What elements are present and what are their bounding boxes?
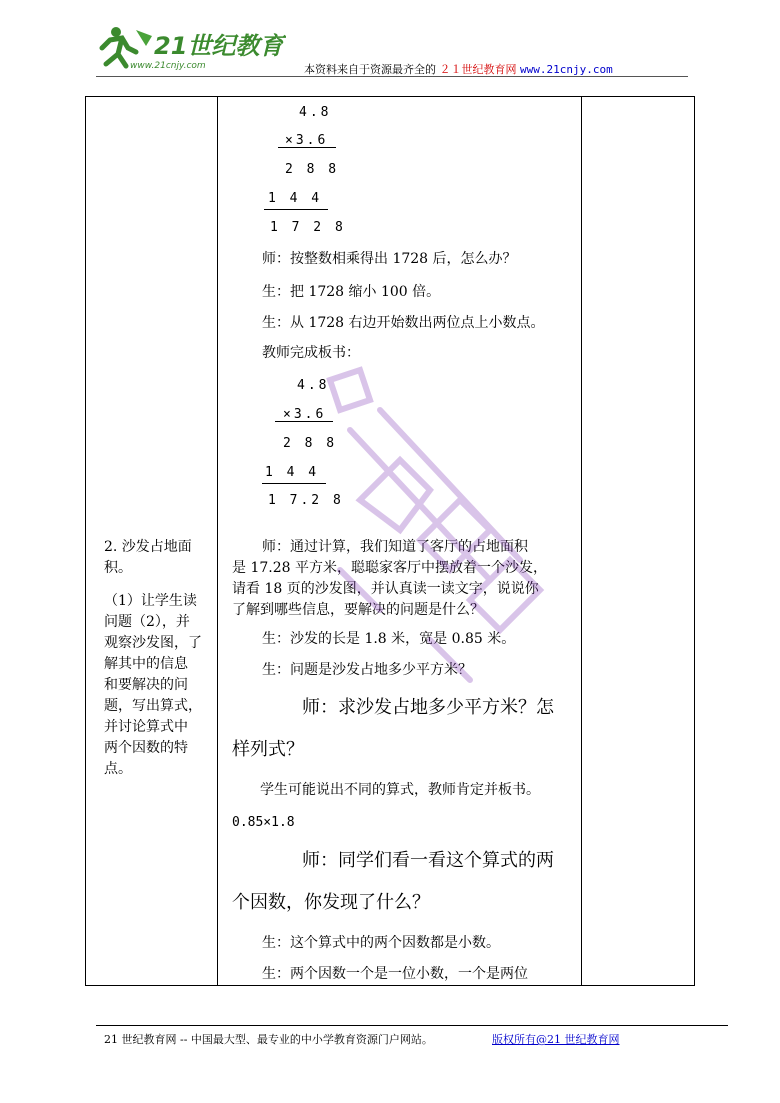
paragraph-line: 了解到哪些信息，要解决的问题是什么？ (232, 602, 484, 618)
section-body-line: 和要解决的问 (104, 677, 188, 693)
section-body-line: （1）让学生读 (104, 593, 197, 609)
section-body-line: 两个因数的特 (104, 740, 188, 756)
logo-url: www.21cnjy.com (130, 61, 206, 71)
calc1-partial2: 1 4 4 (268, 191, 323, 206)
logo-text: 21世纪教育 (154, 32, 284, 60)
calc1-rule (278, 147, 336, 148)
calc1-partial1: 2 8 8 (285, 162, 340, 177)
dialogue-line: 生：从 1728 右边开始数出两位点上小数点。 (262, 315, 545, 331)
column-divider (581, 97, 582, 985)
calc1-multiplicand: 4.8 (299, 105, 332, 120)
section-body-line: 点。 (104, 761, 132, 777)
dialogue-line: 生：这个算式中的两个因数都是小数。 (262, 935, 500, 951)
emphasis-line: 师：同学们看一看这个算式的两 (302, 850, 554, 871)
dialogue-line: 师：按整数相乘得出 1728 后，怎么办？ (262, 251, 517, 267)
dialogue-line: 生：问题是沙发占地多少平方米？ (262, 662, 472, 678)
dialogue-line: 生：沙发的长是 1.8 米，宽是 0.85 米。 (262, 631, 516, 647)
calc2-result: 1 7.2 8 (268, 493, 344, 508)
emphasis-line: 师：求沙发占地多少平方米？怎 (302, 697, 554, 718)
site-logo (96, 22, 286, 72)
header-site-name[interactable]: ２１世纪教育网 (439, 63, 517, 76)
section-body-line: 问题（2），并 (104, 614, 190, 630)
calc2-partial1: 2 8 8 (283, 436, 338, 451)
calc1-result: 1 7 2 8 (270, 220, 346, 235)
dialogue-line: 教师完成板书： (262, 345, 360, 361)
section-title-line: 2. 沙发占地面 (104, 539, 192, 555)
paragraph-line: 请看 18 页的沙发图，并认真读一读文字，说说你 (232, 581, 539, 597)
calc2-partial2: 1 4 4 (265, 465, 320, 480)
calc1-rule (264, 209, 328, 210)
emphasis-line: 个因数，你发现了什么？ (232, 892, 430, 913)
calc2-multiplicand: 4.8 (297, 378, 330, 393)
section-body-line: 解其中的信息 (104, 656, 188, 672)
emphasis-line: 样列式？ (232, 739, 304, 760)
dialogue-line: 生：两个因数一个是一位小数，一个是两位 (262, 966, 528, 982)
dialogue-line: 生：把 1728 缩小 100 倍。 (262, 284, 441, 300)
calc1-multiplier: ×3.6 (285, 133, 329, 148)
header-site-url[interactable]: www.21cnjy.com (520, 63, 613, 76)
section-title-line: 积。 (104, 560, 132, 576)
section-body-line: 题，写出算式， (104, 698, 202, 714)
footer-copyright-link[interactable]: 版权所有@21 世纪教育网 (492, 1033, 620, 1046)
paragraph-line: 是 17.28 平方米，聪聪家客厅中摆放着一个沙发， (232, 560, 547, 576)
formula: 0.85×1.8 (232, 815, 295, 830)
header-prefix: 本资料来自于资源最齐全的 (304, 63, 436, 76)
paragraph-line: 师：通过计算，我们知道了客厅的占地面积 (262, 539, 528, 555)
section-body-line: 并讨论算式中 (104, 719, 188, 735)
section-body-line: 观察沙发图，了 (104, 635, 202, 651)
column-divider (217, 97, 218, 985)
dialogue-line: 学生可能说出不同的算式，教师肯定并板书。 (260, 782, 540, 798)
footer-text: 21 世纪教育网 -- 中国最大型、最专业的中小学教育资源门户网站。 (104, 1033, 433, 1046)
header-source-text (304, 61, 613, 77)
calc2-multiplier: ×3.6 (283, 407, 327, 422)
header-divider (96, 76, 688, 77)
watermark-logo (300, 340, 560, 700)
footer-divider (96, 1025, 728, 1026)
